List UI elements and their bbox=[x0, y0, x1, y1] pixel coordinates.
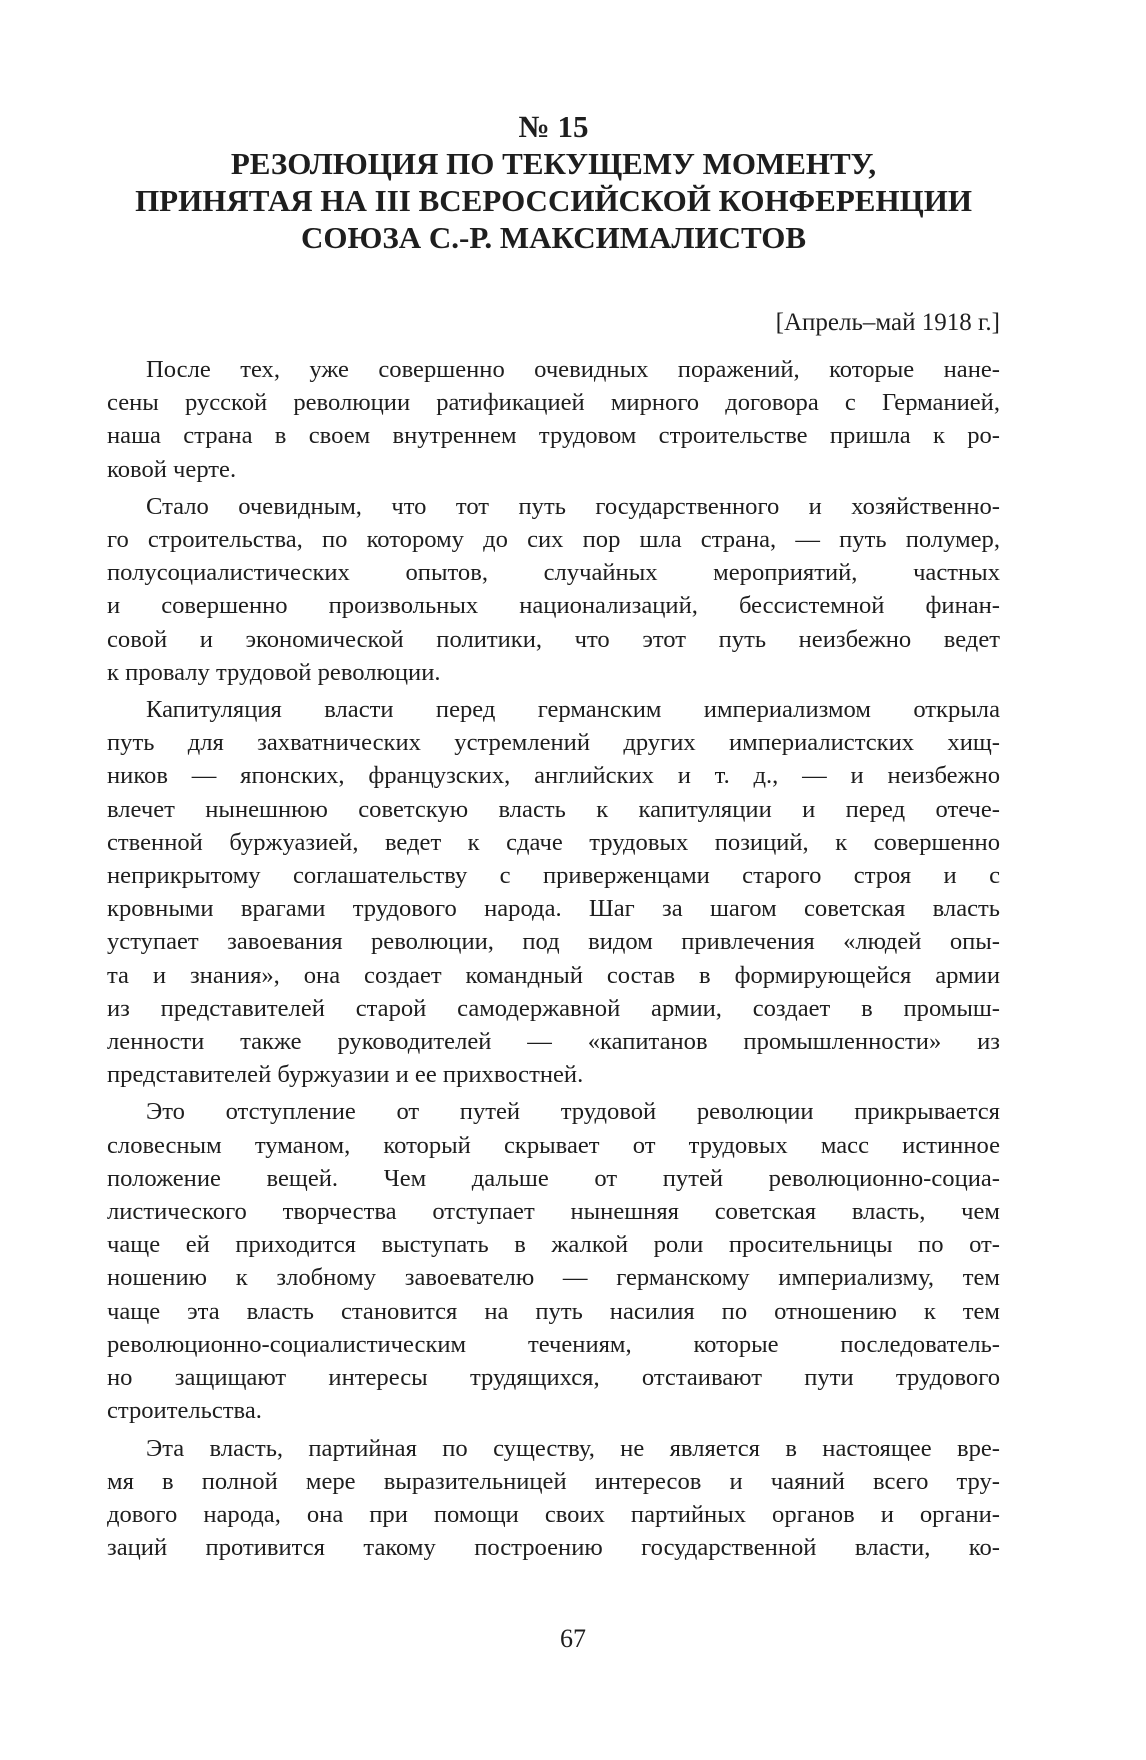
text-line: словесным туманом, который скрывает от трудовых масс истинное bbox=[107, 1131, 1000, 1159]
text-line: кровными врагами трудового народа. Шаг за шагом советская власть bbox=[107, 895, 1000, 923]
paragraph bbox=[107, 693, 1000, 1091]
text-line: заций противится такому построению государственной власти, ко- bbox=[107, 1534, 1000, 1562]
paragraph bbox=[107, 1432, 1000, 1565]
text-line: дового народа, она при помощи своих партийных органов и органи- bbox=[107, 1500, 1000, 1528]
paragraph bbox=[107, 490, 1000, 689]
text-line: представителей буржуазии и ее прихвостней. bbox=[107, 1061, 584, 1089]
document-number: № 15 bbox=[518, 109, 589, 144]
text-line: к провалу трудовой революции. bbox=[107, 658, 441, 686]
document-date: [Апрель–май 1918 г.] bbox=[775, 309, 1000, 336]
text-line: ковой черте. bbox=[107, 455, 237, 483]
text-line: наша страна в своем внутреннем трудовом строительстве пришла к ро- bbox=[107, 422, 1000, 450]
text-line: мя в полной мере выразительницей интересов и чаяний всего тру- bbox=[107, 1467, 1000, 1495]
title-line: СОЮЗА С.-Р. МАКСИМАЛИСТОВ bbox=[300, 220, 807, 255]
text-line: полусоциалистических опытов, случайных мероприятий, частных bbox=[107, 559, 1000, 587]
text-line: ственной буржуазией, ведет к сдаче трудовых позиций, к совершенно bbox=[107, 828, 1000, 856]
text-line: та и знания», она создает командный состав в формирующейся армии bbox=[107, 961, 1000, 989]
text-line: Это отступление от путей трудовой революции прикрывается bbox=[146, 1098, 1000, 1126]
title-line: РЕЗОЛЮЦИЯ ПО ТЕКУЩЕМУ МОМЕНТУ, bbox=[230, 146, 877, 181]
body-text bbox=[107, 353, 1000, 1564]
text-line: влечет нынешнюю советскую власть к капитуляции и перед отече- bbox=[107, 795, 1000, 823]
text-line: ленности также руководителей — «капитанов промышленности» из bbox=[107, 1028, 1000, 1056]
text-line: чаще эта власть становится на путь насилия по отношению к тем bbox=[107, 1297, 1000, 1325]
text-line: строительства. bbox=[107, 1397, 262, 1425]
text-line: путь для захватнических устремлений других империалистских хищ- bbox=[107, 729, 1000, 757]
text-line: неприкрытому соглашательству с приверженцами старого строя и с bbox=[107, 862, 1000, 890]
text-line: ников — японских, французских, английских и т. д., — и неизбежно bbox=[107, 762, 1000, 790]
document-page bbox=[107, 108, 1000, 1568]
text-line: и совершенно произвольных национализаций, бессистемной финан- bbox=[107, 592, 1000, 620]
text-line: Капитуляция власти перед германским империализмом открыла bbox=[146, 696, 1000, 724]
text-line: из представителей старой самодержавной армии, создает в промыш- bbox=[107, 994, 1000, 1022]
text-line: После тех, уже совершенно очевидных поражений, которые нане- bbox=[146, 356, 1000, 383]
title-line: ПРИНЯТАЯ НА III ВСЕРОССИЙСКОЙ КОНФЕРЕНЦИИ bbox=[135, 183, 972, 218]
text-line: ношению к злобному завоевателю — германскому империализму, тем bbox=[107, 1264, 1000, 1292]
text-line: положение вещей. Чем дальше от путей революционно-социа- bbox=[107, 1164, 1000, 1192]
text-line: но защищают интересы трудящихся, отстаивают пути трудового bbox=[107, 1364, 1000, 1392]
text-line: революционно-социалистическим течениям, которые последователь- bbox=[107, 1330, 1000, 1358]
paragraph bbox=[107, 1095, 1000, 1427]
text-line: чаще ей приходится выступать в жалкой роли просительницы по от- bbox=[107, 1231, 1000, 1259]
text-line: сены русской революции ратификацией мирного договора с Германией, bbox=[107, 389, 1000, 417]
paragraph bbox=[107, 353, 1000, 486]
text-line: Эта власть, партийная по существу, не является в настоящее вре- bbox=[146, 1434, 1000, 1462]
text-line: совой и экономической политики, что этот путь неизбежно ведет bbox=[107, 625, 1000, 653]
text-line: уступает завоевания революции, под видом привлечения «людей опы- bbox=[107, 928, 1000, 956]
page-number: 67 bbox=[560, 1624, 586, 1653]
text-line: Стало очевидным, что тот путь государственного и хозяйственно- bbox=[146, 492, 1000, 520]
document-title bbox=[107, 145, 1000, 256]
text-line: го строительства, по которому до сих пор шла страна, — путь полумер, bbox=[107, 526, 1000, 554]
text-line: листического творчества отступает нынешняя советская власть, чем bbox=[107, 1198, 1000, 1226]
